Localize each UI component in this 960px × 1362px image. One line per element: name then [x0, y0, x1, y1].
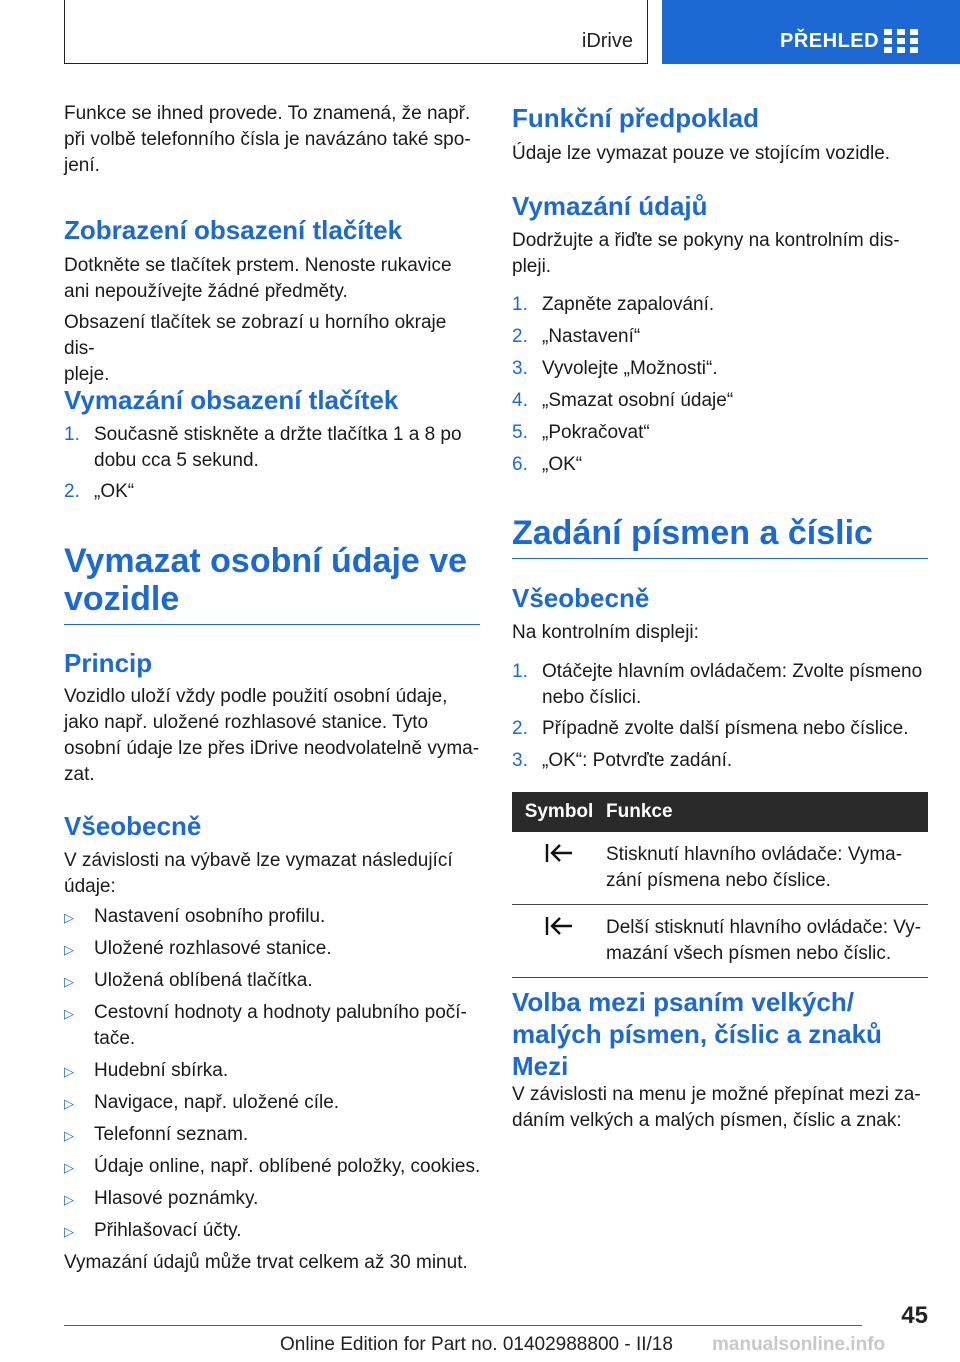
triangle-bullet-icon: ▷: [64, 1160, 74, 1175]
general-paragraph: [64, 848, 453, 900]
function-cell: [606, 832, 928, 905]
bullet-text: Údaje online, např. oblíbené položky, cookies.: [94, 1156, 481, 1177]
heading-delete-data: Vymazání údajů: [512, 191, 708, 221]
triangle-bullet-icon: ▷: [64, 942, 74, 957]
step-number: 4.: [512, 390, 528, 411]
text-line: Dodržujte a řiďte se pokyny na kontrolním dis-: [512, 230, 900, 251]
step-text: „Pokračovat“: [542, 422, 650, 443]
step-text: Vyvolejte „Možnosti“.: [542, 358, 718, 379]
text-line: pleje.: [64, 364, 110, 385]
step-text: „Nastavení“: [542, 326, 641, 347]
bullet-text: Přihlašovací účty.: [94, 1220, 242, 1241]
list-item: [64, 1000, 480, 1052]
bullet-text: Nastavení osobního profilu.: [94, 906, 326, 927]
text-line: Současně stiskněte a držte tlačítka 1 a 8 po: [94, 424, 462, 445]
backspace-arrow-icon: [544, 842, 574, 864]
header-section-box: [64, 0, 648, 64]
table-row: [512, 832, 928, 905]
step-number: 3.: [512, 358, 528, 379]
delete-paragraph: [512, 228, 900, 280]
watermark: manualsonline.info: [712, 1334, 886, 1355]
bullet-text: Navigace, např. uložené cíle.: [94, 1092, 340, 1113]
step-number: 1.: [512, 294, 528, 315]
grid-icon[interactable]: [884, 29, 920, 53]
text-line: ani nepoužívejte žádné předměty.: [64, 281, 348, 302]
step-number: 3.: [512, 750, 528, 771]
heading-prerequisite: Funkční předpoklad: [512, 103, 760, 133]
text-line: Otáčejte hlavním ovládačem: Zvolte písmeno: [542, 661, 923, 682]
bullet-text: Hudební sbírka.: [94, 1060, 229, 1081]
triangle-bullet-icon: ▷: [64, 1096, 74, 1111]
heading-clear-buttons: Vymazání obsazení tlačítek: [64, 385, 399, 415]
main-heading-line: vozidle: [64, 580, 180, 618]
triangle-bullet-icon: ▷: [64, 1224, 74, 1239]
intro-line: při volbě telefonního čísla je navázáno také spo-: [64, 129, 471, 150]
intro-paragraph: [64, 101, 471, 179]
bullet-text: Telefonní seznam.: [94, 1124, 249, 1145]
step-text: [542, 659, 922, 711]
table-header-function: Funkce: [606, 792, 928, 832]
bullet-text: [94, 1000, 467, 1052]
heading-principle: Princip: [64, 648, 153, 678]
triangle-bullet-icon: ▷: [64, 1006, 74, 1021]
triangle-bullet-icon: ▷: [64, 974, 74, 989]
heading-line: malých písmen, číslic a znaků: [512, 1019, 882, 1049]
case-heading-block: [512, 986, 928, 1082]
text-line: V závislosti na výbavě lze vymazat následující: [64, 850, 453, 871]
display-paragraph-1: [64, 253, 452, 305]
display-paragraph-2: [64, 310, 480, 388]
symbol-table: [512, 792, 928, 978]
heading-line: Mezi: [512, 1051, 569, 1081]
text-line: pleji.: [512, 256, 552, 277]
table-row: [512, 905, 928, 978]
step-number: 6.: [512, 454, 528, 475]
page-number: 45: [901, 1302, 928, 1329]
step-number: 2.: [512, 326, 528, 347]
text-line: V závislosti na menu je možné přepínat mezi za-: [512, 1084, 921, 1105]
heading-display-buttons: Zobrazení obsazení tlačítek: [64, 215, 403, 245]
triangle-bullet-icon: ▷: [64, 1128, 74, 1143]
triangle-bullet-icon: ▷: [64, 1064, 74, 1079]
triangle-bullet-icon: ▷: [64, 1192, 74, 1207]
bullet-text: Hlasové poznámky.: [94, 1188, 259, 1209]
step-text: „OK“: [542, 454, 583, 475]
text-line: osobní údaje lze přes iDrive neodvolatelně vyma-: [64, 738, 480, 759]
list-item: [512, 659, 928, 711]
step-text: Případně zvolte další písmena nebo číslice.: [542, 718, 909, 739]
step-number: 2.: [512, 718, 528, 739]
intro-line: jení.: [64, 155, 100, 176]
footer-edition: Online Edition for Part no. 01402988800 - II/18: [280, 1334, 673, 1355]
text-line: Delší stisknutí hlavního ovládače: Vy-: [606, 917, 922, 938]
table-header-symbol: Symbol: [512, 792, 606, 832]
step-text: Zapněte zapalování.: [542, 294, 715, 315]
main-heading-block: [64, 542, 480, 625]
step-text: „Smazat osobní údaje“: [542, 390, 734, 411]
prerequisite-paragraph: Údaje lze vymazat pouze ve stojícím vozidle.: [512, 143, 891, 164]
footer-divider: [64, 1325, 862, 1326]
text-line: Vozidlo uloží vždy podle použití osobní údaje,: [64, 686, 448, 707]
text-line: zat.: [64, 764, 95, 785]
table-header-row: [512, 792, 928, 832]
step-text: „OK“: Potvrďte zadání.: [542, 750, 733, 771]
text-line: Cestovní hodnoty a hodnoty palubního počí-: [94, 1002, 467, 1023]
text-line: nebo číslici.: [542, 687, 642, 708]
text-line: dáním velkých a malých písmen, číslic a znak:: [512, 1110, 902, 1131]
principle-paragraph: [64, 684, 479, 788]
bullet-text: Uložené rozhlasové stanice.: [94, 938, 332, 959]
case-paragraph: [512, 1082, 921, 1134]
text-line: Obsazení tlačítek se zobrazí u horního okraje dis-: [64, 312, 447, 359]
backspace-arrow-icon: [544, 915, 574, 937]
text-line: zání písmena nebo číslice.: [606, 870, 831, 891]
step-text: „OK“: [94, 481, 135, 502]
text-line: dobu cca 5 sekund.: [94, 450, 259, 471]
main-heading-line: Vymazat osobní údaje ve: [64, 542, 468, 580]
step-number: 5.: [512, 422, 528, 443]
step-number: 1.: [512, 661, 528, 682]
text-line: Dotkněte se tlačítek prstem. Nenoste rukavice: [64, 255, 452, 276]
text-line: údaje:: [64, 876, 116, 897]
text-line: mazání všech písmen nebo číslic.: [606, 943, 892, 964]
text-line: jako např. uložené rozhlasové stanice. Tyto: [64, 712, 429, 733]
intro-line: Funkce se ihned provede. To znamená, že např.: [64, 103, 471, 124]
entry-heading-block: [512, 514, 928, 559]
step-text: [94, 422, 462, 474]
list-item: [64, 479, 480, 505]
bullet-text: Uložená oblíbená tlačítka.: [94, 970, 313, 991]
main-heading-line: Zadání písmen a číslic: [512, 514, 873, 552]
list-item: [64, 422, 480, 474]
triangle-bullet-icon: ▷: [64, 910, 74, 925]
step-number: 2.: [64, 481, 80, 502]
header-section-label: iDrive: [581, 30, 633, 52]
outro-paragraph: Vymazání údajů může trvat celkem až 30 minut.: [64, 1252, 468, 1273]
symbol-cell: [512, 832, 606, 905]
heading-general-right: Všeobecně: [512, 583, 650, 613]
symbol-cell: [512, 905, 606, 978]
text-line: Stisknutí hlavního ovládače: Vyma-: [606, 844, 903, 865]
heading-line: Volba mezi psaním velkých/: [512, 987, 854, 1017]
overview-nav-label: PŘEHLED: [780, 30, 880, 52]
step-number: 1.: [64, 424, 80, 445]
heading-general: Všeobecně: [64, 811, 202, 841]
general-paragraph-right: Na kontrolním displeji:: [512, 622, 699, 643]
text-line: tače.: [94, 1028, 136, 1049]
function-cell: [606, 905, 928, 978]
